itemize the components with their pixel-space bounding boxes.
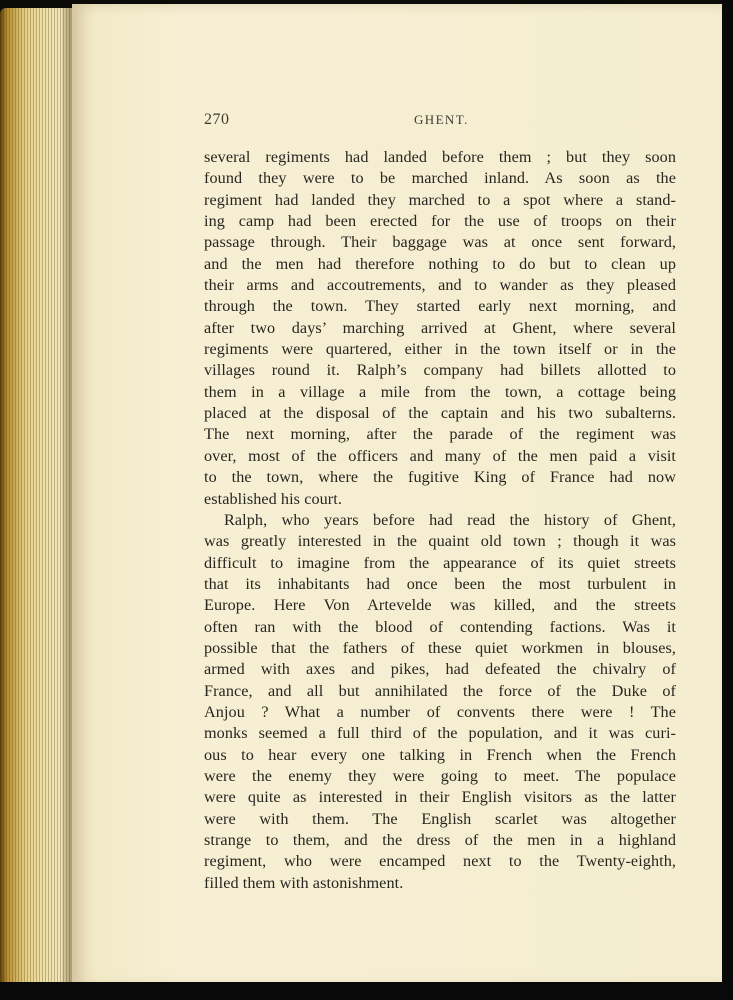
text-line: ous to hear every one talking in French when the French bbox=[204, 745, 676, 764]
text-line: monks seemed a full third of the population, and it was curi- bbox=[204, 724, 676, 743]
text-line: Ralph, who years before had read the history of Ghent, bbox=[224, 510, 676, 529]
text-line: were the enemy they were going to meet. The populace bbox=[204, 766, 676, 785]
text-line: villages round it. Ralph’s company had billets allotted to bbox=[204, 361, 676, 380]
text-line: filled them with astonishment. bbox=[204, 873, 404, 892]
text-line: The next morning, after the parade of the regiment was bbox=[204, 425, 676, 444]
running-head bbox=[204, 111, 674, 131]
chapter-title: GHENT. bbox=[414, 112, 469, 127]
text-line: them in a village a mile from the town, a cottage being bbox=[204, 382, 676, 401]
text-line: found they were to be marched inland. As soon as the bbox=[204, 169, 676, 188]
text-line: strange to them, and the dress of the men in a highland bbox=[204, 831, 676, 849]
text-line: Anjou ? What a number of convents there were ! The bbox=[204, 702, 676, 721]
text-line: through the town. They started early next morning, and bbox=[204, 297, 676, 316]
text-line: often ran with the blood of contending factions. Was it bbox=[204, 617, 676, 636]
page-number: 270 bbox=[204, 111, 230, 128]
scan-bottom-edge bbox=[0, 982, 733, 1000]
text-line: France, and all but annihilated the force of the Duke of bbox=[204, 681, 676, 700]
text-line: placed at the disposal of the captain and his two subalterns. bbox=[204, 404, 676, 423]
text-line: possible that the fathers of these quiet workmen in blouses, bbox=[204, 638, 676, 657]
text-line: difficult to imagine from the appearance of its quiet streets bbox=[204, 553, 676, 572]
text-line: over, most of the officers and many of the men paid a visit bbox=[204, 446, 676, 465]
text-line: to the town, where the fugitive King of France had now bbox=[204, 468, 676, 487]
text-line: was greatly interested in the quaint old town ; though it was bbox=[204, 532, 676, 551]
body-text bbox=[204, 147, 676, 894]
text-line: ing camp had been erected for the use of troops on their bbox=[204, 212, 676, 231]
book-page-stack bbox=[0, 8, 72, 990]
text-line: were quite as interested in their English visitors as the latter bbox=[204, 788, 676, 807]
text-line: Europe. Here Von Artevelde was killed, and the streets bbox=[204, 596, 676, 615]
text-line: regiment, who were encamped next to the Twenty-eighth, bbox=[204, 852, 676, 871]
text-line: that its inhabitants had once been the most turbulent in bbox=[204, 574, 676, 593]
text-line: were with them. The English scarlet was altogether bbox=[204, 809, 676, 828]
scan-right-edge bbox=[722, 0, 733, 1000]
text-line: regiment had landed they marched to a spot where a stand- bbox=[204, 190, 676, 209]
text-line: armed with axes and pikes, had defeated the chivalry of bbox=[204, 660, 676, 679]
text-line: established his court. bbox=[204, 489, 342, 508]
text-line: regiments were quartered, either in the town itself or in the bbox=[204, 340, 676, 359]
text-line: several regiments had landed before them ; but they soon bbox=[204, 148, 676, 166]
text-line: after two days’ marching arrived at Ghent, where several bbox=[204, 318, 676, 337]
text-line: and the men had therefore nothing to do but to clean up bbox=[204, 254, 676, 273]
text-line: passage through. Their baggage was at once sent forward, bbox=[204, 233, 676, 252]
text-line: their arms and accoutrements, and to wander as they pleased bbox=[204, 276, 676, 295]
